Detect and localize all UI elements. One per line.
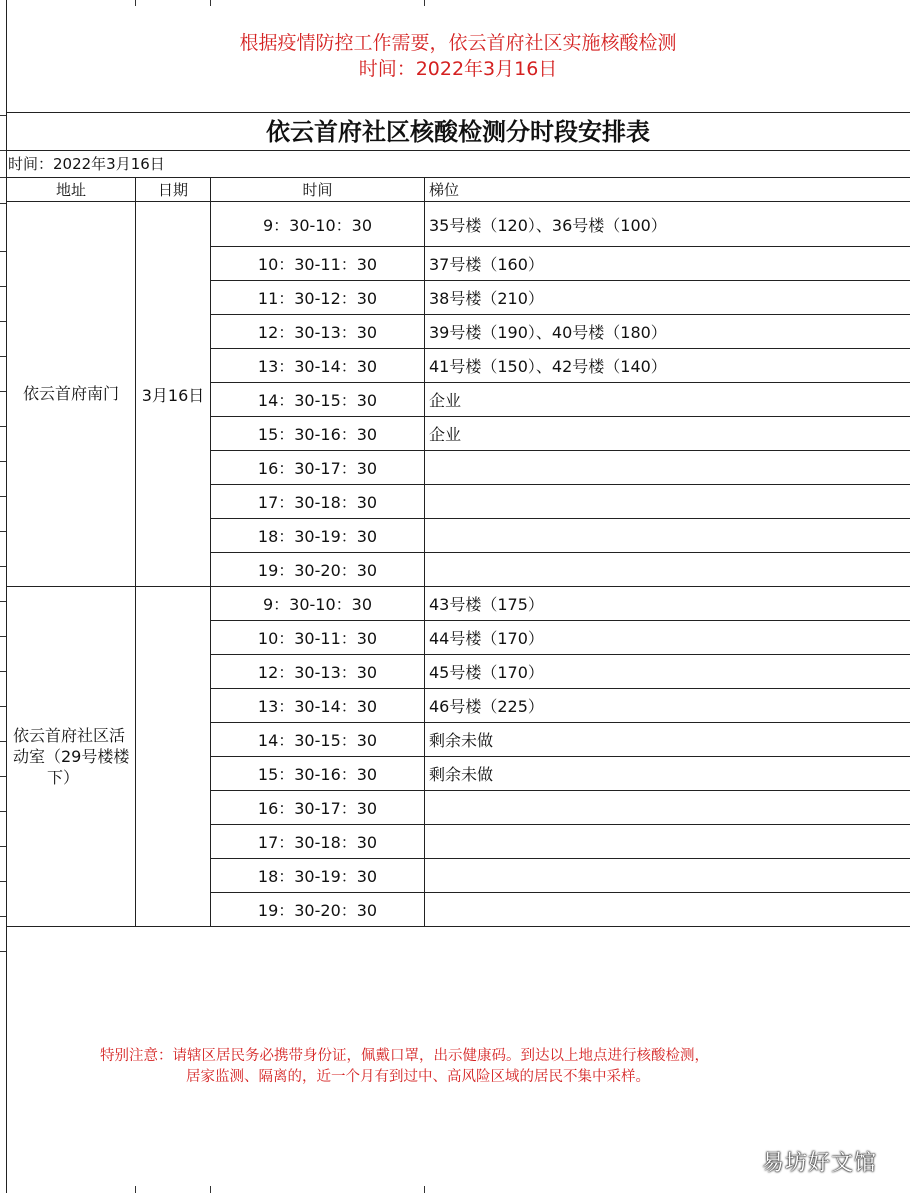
location-line: 动室（29号楼楼 bbox=[13, 747, 130, 766]
header-building: 梯位 bbox=[425, 178, 910, 202]
time-cell: 12：30-13：30 bbox=[211, 315, 425, 349]
bottom-notice-line2: 居家监测、隔离的，近一个月有到过中、高风险区域的居民不集中采样。 bbox=[186, 1069, 650, 1085]
time-cell: 15：30-16：30 bbox=[211, 417, 425, 451]
time-cell: 14：30-15：30 bbox=[211, 383, 425, 417]
time-cell: 16：30-17：30 bbox=[211, 791, 425, 825]
time-cell: 16：30-17：30 bbox=[211, 451, 425, 485]
time-cell: 10：30-11：30 bbox=[211, 247, 425, 281]
divider bbox=[6, 150, 910, 151]
table-row bbox=[7, 587, 910, 621]
bottom-column-marks bbox=[6, 1186, 910, 1193]
building-cell bbox=[425, 893, 910, 927]
watermark-text: 易坊好文馆 bbox=[762, 1151, 878, 1176]
building-cell: 45号楼（170） bbox=[425, 655, 910, 689]
top-notice-line1: 根据疫情防控工作需要，依云首府社区实施核酸检测 bbox=[239, 32, 677, 54]
time-cell: 19：30-20：30 bbox=[211, 893, 425, 927]
divider bbox=[6, 112, 910, 113]
building-cell: 38号楼（210） bbox=[425, 281, 910, 315]
building-cell bbox=[425, 485, 910, 519]
location-cell bbox=[7, 587, 136, 927]
building-cell bbox=[425, 859, 910, 893]
location-cell: 依云首府南门 bbox=[7, 202, 136, 587]
building-cell: 39号楼（190）、40号楼（180） bbox=[425, 315, 910, 349]
building-cell: 37号楼（160） bbox=[425, 247, 910, 281]
top-notice-line2: 时间：2022年3月16日 bbox=[358, 58, 558, 80]
time-cell: 17：30-18：30 bbox=[211, 485, 425, 519]
time-cell: 9：30-10：30 bbox=[211, 587, 425, 621]
location-line: 下） bbox=[47, 768, 80, 787]
building-cell: 35号楼（120）、36号楼（100） bbox=[425, 202, 910, 247]
building-cell: 44号楼（170） bbox=[425, 621, 910, 655]
time-cell: 11：30-12：30 bbox=[211, 281, 425, 315]
time-cell: 13：30-14：30 bbox=[211, 349, 425, 383]
building-cell bbox=[425, 451, 910, 485]
time-cell: 19：30-20：30 bbox=[211, 553, 425, 587]
time-cell: 9：30-10：30 bbox=[211, 202, 425, 247]
building-cell bbox=[425, 791, 910, 825]
time-cell: 14：30-15：30 bbox=[211, 723, 425, 757]
building-cell bbox=[425, 553, 910, 587]
time-cell: 18：30-19：30 bbox=[211, 859, 425, 893]
time-cell: 17：30-18：30 bbox=[211, 825, 425, 859]
location-line: 依云首府社区活 bbox=[13, 726, 126, 745]
time-cell: 18：30-19：30 bbox=[211, 519, 425, 553]
header-time: 时间 bbox=[211, 178, 425, 202]
top-notice bbox=[6, 30, 910, 82]
building-cell: 剩余未做 bbox=[425, 757, 910, 791]
building-cell: 41号楼（150）、42号楼（140） bbox=[425, 349, 910, 383]
bottom-notice-line1: 特别注意：请辖区居民务必携带身份证，佩戴口罩，出示健康码。到达以上地点进行核酸检测， bbox=[100, 1048, 709, 1064]
time-cell: 15：30-16：30 bbox=[211, 757, 425, 791]
building-cell: 43号楼（175） bbox=[425, 587, 910, 621]
building-cell: 剩余未做 bbox=[425, 723, 910, 757]
bottom-notice bbox=[100, 1046, 840, 1088]
time-cell: 13：30-14：30 bbox=[211, 689, 425, 723]
building-cell: 46号楼（225） bbox=[425, 689, 910, 723]
building-cell: 企业 bbox=[425, 383, 910, 417]
building-cell bbox=[425, 519, 910, 553]
table-row bbox=[7, 202, 910, 247]
date-line: 时间：2022年3月16日 bbox=[8, 155, 165, 173]
building-cell: 企业 bbox=[425, 417, 910, 451]
top-column-marks bbox=[6, 0, 910, 6]
date-cell bbox=[136, 587, 211, 927]
time-cell: 10：30-11：30 bbox=[211, 621, 425, 655]
date-cell: 3月16日 bbox=[136, 202, 211, 587]
table-header-row bbox=[7, 178, 910, 202]
time-cell: 12：30-13：30 bbox=[211, 655, 425, 689]
building-cell bbox=[425, 825, 910, 859]
schedule-table bbox=[6, 177, 910, 927]
header-date: 日期 bbox=[136, 178, 211, 202]
header-address: 地址 bbox=[7, 178, 136, 202]
page-title: 依云首府社区核酸检测分时段安排表 bbox=[266, 118, 650, 146]
